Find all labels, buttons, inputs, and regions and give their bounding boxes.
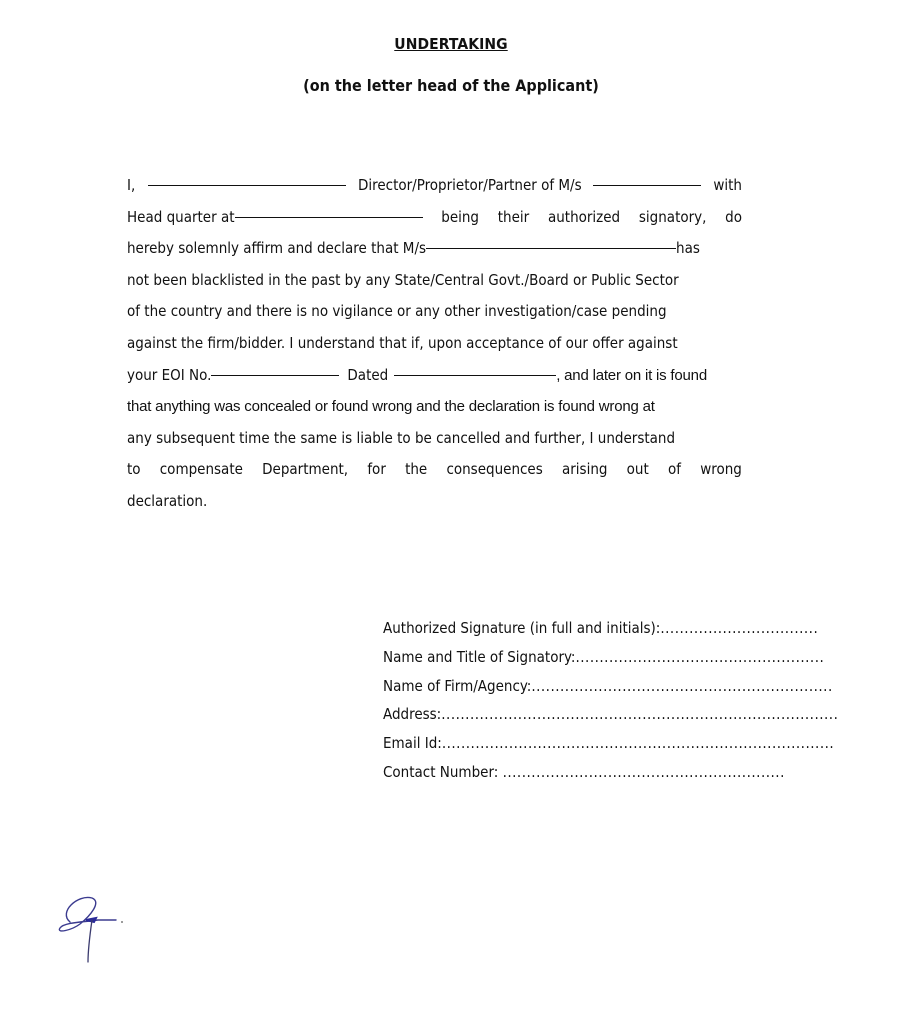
text-segment: your EOI No.: [127, 365, 212, 384]
field-label: Name of Firm/Agency:: [383, 676, 532, 695]
text-segment: against the firm/bidder. I understand that if, upon acceptance of our offer against: [127, 333, 678, 352]
eoi-number-blank[interactable]: [211, 360, 339, 376]
field-dots[interactable]: .................................: [660, 619, 819, 637]
signature-fields: [383, 614, 839, 787]
handwritten-signature-icon: [50, 890, 140, 970]
field-label: Contact Number:: [383, 762, 503, 781]
text-segment: do: [725, 207, 742, 226]
field-label: Email Id:: [383, 734, 442, 753]
body-line-3: [127, 233, 742, 265]
field-firm-agency[interactable]: [383, 672, 833, 701]
field-dots[interactable]: ...............................................................: [531, 676, 833, 695]
text-segment: Director/Proprietor/Partner of M/s: [357, 176, 582, 194]
body-line-2: [127, 202, 742, 234]
firm-name-blank[interactable]: [593, 170, 701, 186]
text-segment: being: [441, 207, 479, 226]
text-segment: Department,: [262, 460, 349, 479]
text-segment: authorized: [547, 207, 621, 226]
text-segment: declaration.: [127, 491, 208, 510]
text-segment: of: [668, 460, 682, 479]
body-line-10: [127, 454, 742, 486]
text-segment: Head quarter at: [127, 207, 235, 226]
field-dots[interactable]: ....................................................: [575, 647, 825, 666]
text-segment: of the country and there is no vigilance or any other investigation/case pending: [127, 302, 667, 321]
field-email[interactable]: [383, 729, 835, 758]
body-line-5: [127, 296, 742, 328]
firm-blank[interactable]: [426, 233, 676, 249]
body-line-11: [127, 486, 742, 518]
field-dots[interactable]: ...........................................................: [502, 762, 785, 781]
field-label: Address:: [383, 705, 442, 724]
field-label: Authorized Signature (in full and initials):: [383, 619, 661, 637]
text-segment: any subsequent time the same is liable to be cancelled and further, I understand: [127, 428, 676, 447]
text-segment: arising: [561, 460, 608, 479]
body-line-1: [127, 170, 742, 202]
body-line-8: [127, 391, 742, 423]
text-segment: I,: [127, 176, 136, 194]
text-segment: out: [626, 460, 649, 479]
text-segment: , and later on it is found: [556, 366, 707, 384]
text-segment: not been blacklisted in the past by any State/Central Govt./Board or Public Sector: [127, 270, 679, 289]
text-segment: to: [127, 460, 141, 479]
text-segment: the: [405, 460, 428, 479]
text-segment: signatory,: [638, 207, 707, 226]
body-line-9: [127, 423, 742, 455]
field-name-title[interactable]: [383, 643, 825, 672]
text-segment: has: [676, 239, 700, 258]
text-segment: for: [367, 460, 386, 479]
field-dots[interactable]: ...................................................................................: [441, 705, 839, 724]
name-blank[interactable]: [148, 170, 346, 186]
document-title: UNDERTAKING: [394, 35, 508, 53]
document-subtitle: (on the letter head of the Applicant): [303, 76, 599, 95]
text-segment: Dated: [347, 365, 389, 384]
date-blank[interactable]: [394, 360, 556, 376]
text-segment: with: [713, 176, 742, 194]
field-contact-number[interactable]: [383, 758, 785, 787]
undertaking-body: [127, 170, 742, 518]
field-authorized-signature[interactable]: [383, 614, 819, 643]
text-segment: wrong: [700, 460, 742, 479]
text-segment: their: [497, 207, 530, 226]
field-address[interactable]: [383, 700, 839, 729]
text-segment: that anything was concealed or found wrong and the declaration is found wrong at: [127, 398, 655, 416]
text-segment: hereby solemnly affirm and declare that M/s: [127, 239, 427, 258]
body-line-4: [127, 265, 742, 297]
head-quarter-blank[interactable]: [235, 202, 423, 218]
body-line-7: [127, 360, 742, 392]
text-segment: compensate: [159, 460, 243, 479]
field-label: Name and Title of Signatory:: [383, 647, 576, 666]
field-dots[interactable]: ..................................................................................: [441, 734, 835, 753]
text-segment: consequences: [446, 460, 543, 479]
body-line-6: [127, 328, 742, 360]
